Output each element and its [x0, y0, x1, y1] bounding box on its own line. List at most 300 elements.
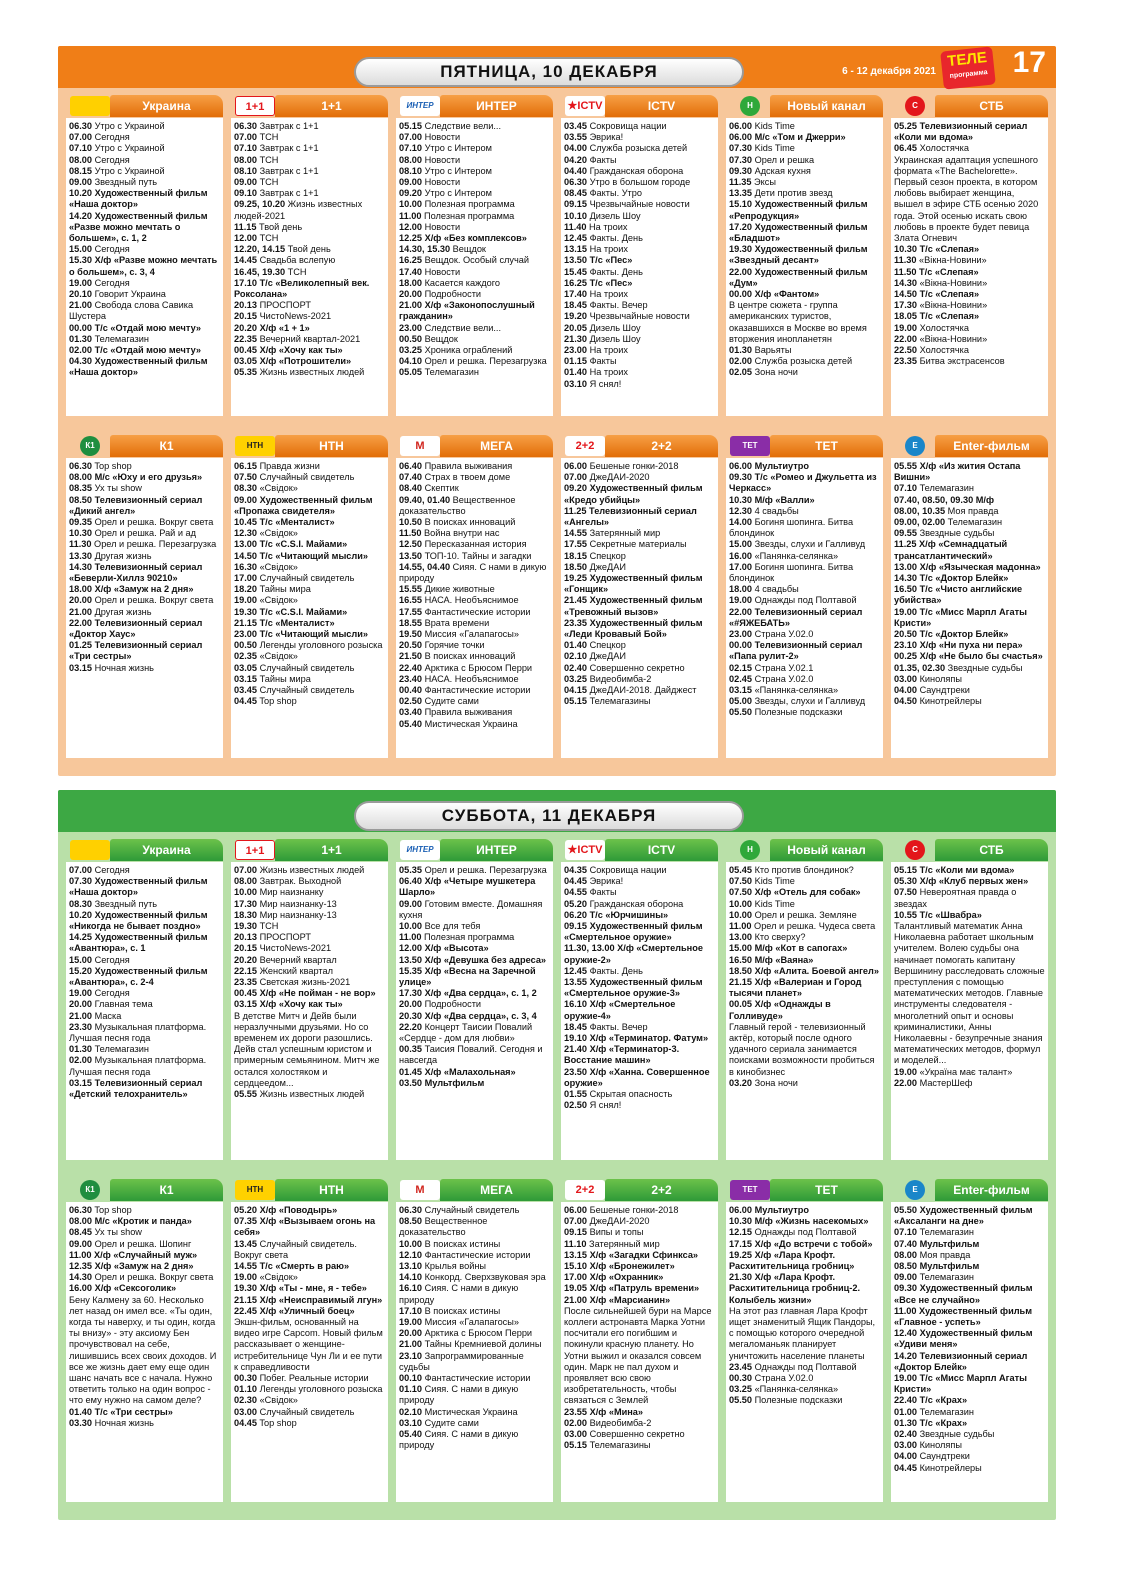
programme-item — [234, 977, 385, 988]
programme-title: Скрытая опасность — [589, 1089, 673, 1100]
programme-title: ТСН — [287, 266, 307, 277]
programme-item — [729, 1205, 880, 1216]
programme-title: Гражданская оборона — [589, 898, 684, 909]
programme-time: 16.10 — [399, 1283, 422, 1294]
programme-item — [234, 132, 385, 143]
channel-header — [891, 1178, 1048, 1204]
programme-title: Кинотрейлеры — [919, 696, 982, 707]
programme-title: Зона ночи — [754, 367, 798, 378]
programme-time: 11.30 — [894, 255, 917, 266]
programme-title: Х/ф «Хочу как ты» — [259, 345, 343, 356]
programme-time: 10.00 — [399, 199, 422, 210]
programme-time: 09.00 — [234, 494, 257, 505]
programme-title: ТСН — [259, 154, 279, 165]
programme-time: 17.10 — [234, 277, 257, 288]
programme-item — [894, 1451, 1045, 1462]
programme-title: ЧистоNews-2021 — [259, 943, 332, 954]
programme-title: Вещественное доказательство — [399, 1216, 488, 1238]
programme-item — [894, 539, 1045, 561]
programme-time: 07.40 — [894, 1238, 917, 1249]
programme-time: 09.15 — [564, 199, 587, 210]
programme-item — [399, 1351, 550, 1373]
programme-item — [399, 988, 550, 999]
programme-time: 05.15 — [564, 1440, 587, 1451]
programme-title: Телемагазин — [919, 1227, 974, 1238]
programme-time: 01.10 — [399, 1384, 422, 1395]
programme-time: 21.40 — [564, 1044, 587, 1055]
programme-title: Чрезвычайные новости — [589, 199, 690, 210]
programme-title: Сегодня — [94, 132, 130, 143]
programme-title: ПРОСПОРТ — [259, 932, 311, 943]
channel-card — [66, 838, 223, 1160]
programme-item — [399, 1429, 550, 1451]
programme-item — [564, 1067, 715, 1089]
channel-card — [231, 434, 388, 758]
programme-item — [234, 1216, 385, 1238]
programme-time: 01.35, 02.30 — [894, 662, 946, 673]
programme-title: М/ф — [975, 494, 994, 505]
programme-title: Страна У.02.1 — [754, 662, 814, 673]
programme-time: 14.20 — [69, 210, 92, 221]
programme-time: 05.20 — [234, 1205, 257, 1215]
enter-film-logo-icon: E — [905, 1180, 925, 1200]
programme-time: 22.15 — [234, 965, 257, 976]
programme-title: Затерянный мир — [589, 528, 661, 539]
programme-time: 04.50 — [894, 696, 917, 707]
programme-item — [399, 1373, 550, 1384]
programme-title: Светская жизнь-2021 — [259, 977, 351, 988]
programme-title: 4 свадьбы — [754, 505, 799, 516]
programme-title: ТСН — [259, 921, 279, 932]
programme-time: 00.50 — [234, 640, 257, 651]
programme-time: 15.35 — [399, 965, 422, 976]
programme-item — [234, 1384, 385, 1395]
programme-time: 14.25 — [69, 932, 92, 943]
programme-title: Факты — [589, 356, 617, 367]
programme-title: ТСН — [259, 233, 279, 244]
programme-item — [234, 966, 385, 977]
programme-item — [729, 155, 880, 166]
programme-title: Телемагазин — [919, 1406, 974, 1417]
programme-list — [891, 118, 1048, 416]
programme-title: Х/ф «Алита. Боевой ангел» — [754, 965, 879, 976]
programme-item — [564, 311, 715, 322]
programme-title: Телевизионный сериал «Доктор Хаус» — [69, 617, 203, 640]
programme-title: Свобода слова Савика Шустера — [69, 300, 194, 322]
programme-time: 06.40 — [399, 461, 422, 471]
programme-item — [399, 999, 550, 1010]
programme-item — [894, 584, 1045, 606]
programme-item — [894, 1239, 1045, 1250]
programme-time: 17.00 — [564, 1272, 587, 1283]
programme-item — [564, 177, 715, 188]
programme-item — [69, 1272, 220, 1283]
programme-item — [729, 910, 880, 921]
channel-card — [561, 1178, 718, 1502]
channel-card — [231, 838, 388, 1160]
programme-time: 13.00 — [234, 539, 257, 550]
programme-list — [726, 118, 883, 416]
programme-time: 01.10 — [234, 1384, 257, 1395]
programme-time: 20.15 — [234, 943, 257, 954]
programme-item — [729, 551, 880, 562]
programme-time: 23.30 — [69, 1021, 92, 1032]
programme-title: Телевизионный сериал «Доктор Блейк» — [894, 1350, 1028, 1372]
programme-time: 23.00 — [564, 345, 587, 356]
programme-time: 21.00 — [399, 1339, 422, 1350]
programme-title: Top shop — [259, 696, 297, 707]
programme-time: 00.05 — [729, 999, 752, 1010]
programme-time: 04.35 — [564, 865, 587, 875]
programme-item — [69, 211, 220, 245]
programme-item — [729, 899, 880, 910]
programme-title: Случайный свидетель — [259, 472, 355, 483]
programme-item — [729, 876, 880, 887]
programme-title: Орел и решка. Перезагрузка — [94, 539, 217, 550]
programme-time: 00.35 — [399, 1044, 422, 1055]
programme-item — [894, 1373, 1045, 1395]
channel-name: СТБ — [935, 95, 1048, 117]
programme-item — [564, 1205, 715, 1216]
programme-item — [69, 955, 220, 966]
programme-title: Однажды под Полтавой — [754, 1361, 857, 1372]
programme-item — [564, 921, 715, 943]
programme-title: Твой день — [287, 244, 331, 255]
programme-title: Х/ф «Из жития Остапа Вишни» — [894, 461, 1021, 483]
friday-header-bar — [58, 46, 1056, 88]
programme-item — [564, 573, 715, 595]
programme-item — [234, 1418, 385, 1429]
programme-time: 07.00 — [234, 865, 257, 875]
programme-title: Х/ф «Законопослушный гражданин» — [399, 300, 535, 322]
programme-time: 03.10 — [399, 1417, 422, 1428]
programme-item — [69, 289, 220, 300]
programme-time: 14.30 — [69, 1272, 92, 1283]
channel-row — [66, 838, 1048, 1160]
programme-title: Телевизионный сериал «#ЯЖЕБАТЬ» — [729, 606, 863, 628]
programme-time: 13.15 — [564, 1249, 587, 1260]
programme-time: 13.00 — [729, 932, 752, 943]
programme-time: 01.15 — [564, 356, 587, 367]
programme-time: 14.30 — [69, 561, 92, 572]
programme-time: 08.50 — [69, 494, 92, 505]
programme-title: Дикие животные — [424, 584, 495, 595]
programme-time: 02.00 — [69, 1055, 92, 1066]
programme-title: Т/с «Швабра» — [919, 909, 982, 920]
programme-item — [729, 584, 880, 595]
programme-title: Художественный фильм «Наша доктор» — [69, 876, 208, 898]
programme-title: Х/ф «Не пойман - не вор» — [259, 988, 376, 999]
programme-time: 20.00 — [399, 289, 422, 300]
programme-item — [564, 1033, 715, 1044]
programme-title: Гражданская оборона — [589, 165, 684, 176]
programme-time: 07.50 — [234, 472, 257, 483]
programme-time: 12.45 — [564, 965, 587, 976]
programme-time: 06.45 — [894, 143, 917, 154]
programme-time: 08.00 — [69, 154, 92, 165]
programme-title: Х/ф «Высота» — [424, 943, 489, 954]
programme-time: 05.00 — [729, 696, 752, 707]
programme-time: 09.30 — [729, 472, 752, 483]
programme-title: Телемагазин — [947, 517, 1003, 528]
programme-item — [399, 1283, 550, 1305]
programme-item — [69, 528, 220, 539]
programme-item — [894, 1407, 1045, 1418]
programme-time: 01.30 — [729, 345, 752, 356]
programme-time: 16.55 — [399, 595, 422, 606]
programme-time: 21.15 — [234, 1294, 257, 1305]
programme-time: 19.25 — [564, 573, 587, 584]
programme-time: 22.00 — [69, 617, 92, 628]
1plus1-logo-icon: 1+1 — [235, 840, 275, 860]
programme-time: 03.40 — [399, 707, 422, 718]
programme-title: Х/ф «Бронежилет» — [589, 1261, 675, 1272]
programme-item — [234, 311, 385, 322]
programme-time: 09.20 — [564, 483, 587, 494]
programme-item — [564, 651, 715, 662]
programme-item — [894, 345, 1045, 356]
programme-item — [729, 943, 880, 954]
programme-item — [234, 899, 385, 910]
programme-item — [729, 506, 880, 517]
programme-item — [399, 472, 550, 483]
programme-item — [894, 876, 1045, 887]
programme-title: Т/с «Отдай мою мечту» — [94, 322, 202, 333]
programme-title: Саундтреки — [919, 685, 970, 696]
programme-list — [396, 118, 553, 416]
programme-time: 08.00, 10.35 — [894, 505, 946, 516]
programme-title: Факты. Вечер — [589, 300, 648, 311]
programme-time: 03.00 — [234, 1406, 257, 1417]
programme-item — [69, 1022, 220, 1044]
programme-item — [69, 1216, 220, 1227]
programme-title: Т/с «Пес» — [589, 255, 633, 266]
programme-item — [564, 1100, 715, 1111]
programme-title: Утро в большом городе — [589, 177, 691, 188]
channel-card — [891, 1178, 1048, 1502]
channel-card — [231, 1178, 388, 1502]
programme-time: 16.45, 19.30 — [234, 266, 286, 277]
programme-item — [69, 607, 220, 618]
programme-title: Художественный фильм «Никогда не бывает поздно» — [69, 909, 208, 932]
channel-name: К1 — [110, 1179, 223, 1201]
programme-item — [729, 495, 880, 506]
programme-title: Мир наизнанку-13 — [259, 909, 337, 920]
programme-time: 02.30 — [234, 1395, 257, 1406]
programme-item — [234, 562, 385, 573]
programme-time: 23.45 — [729, 1361, 752, 1372]
programme-item — [234, 640, 385, 651]
programme-time: 05.25 — [894, 121, 917, 131]
programme-title: Затерянный мир — [589, 1238, 660, 1249]
programme-title: Дети против звезд — [754, 188, 833, 199]
programme-title: Новости — [424, 154, 461, 165]
programme-title: Т/с «Менталист» — [259, 517, 335, 528]
programme-time: 00.45 — [234, 988, 257, 999]
programme-time: 19.30 — [234, 606, 257, 617]
programme-item — [564, 977, 715, 999]
programme-title: Секретные материалы — [589, 539, 687, 550]
programme-title: Х/ф «Девушка без адреса» — [424, 954, 547, 965]
programme-item — [564, 640, 715, 651]
programme-item — [69, 584, 220, 595]
programme-item — [399, 1272, 550, 1283]
programme-title: Эврика! — [589, 876, 624, 887]
programme-item — [234, 177, 385, 188]
programme-item — [234, 1317, 385, 1373]
programme-item — [234, 244, 385, 255]
channel-card — [396, 838, 553, 1160]
1plus1-logo-icon: 1+1 — [235, 96, 275, 116]
programme-item — [894, 300, 1045, 311]
programme-item — [234, 267, 385, 278]
programme-item — [894, 640, 1045, 651]
programme-time: 05.45 — [729, 865, 752, 875]
programme-item — [234, 1407, 385, 1418]
programme-title: Мир наизнанку — [259, 887, 324, 898]
programme-time: 07.00 — [564, 1216, 587, 1227]
ukraina-logo-icon — [70, 96, 110, 116]
channel-name: Enter-фильм — [935, 435, 1048, 457]
programme-title: Т/с «Отдай мою мечту» — [94, 345, 202, 356]
programme-time: 15.10 — [729, 199, 752, 210]
programme-title: Випы и топы — [589, 1227, 644, 1238]
programme-item — [234, 300, 385, 311]
programme-time: 14.00 — [729, 517, 752, 528]
programme-item — [729, 1022, 880, 1078]
programme-time: 01.30 — [69, 1044, 92, 1055]
friday-panel — [58, 46, 1056, 776]
programme-item — [234, 921, 385, 932]
programme-time: 07.40 — [399, 472, 422, 483]
programme-time: 03.30 — [69, 1417, 92, 1428]
programme-time: 10.00 — [399, 1238, 422, 1249]
programme-title: Художественный фильм «Смертельное оружие» — [564, 921, 703, 943]
programme-item — [399, 629, 550, 640]
programme-title: Орел и решка. Чудеса света — [754, 921, 876, 932]
programme-time: 20.50 — [894, 629, 917, 640]
programme-item — [234, 1283, 385, 1294]
channel-name: ICTV — [605, 95, 718, 117]
channel-header — [726, 434, 883, 460]
programme-item — [234, 595, 385, 606]
programme-time: 09.00 — [69, 1238, 92, 1249]
programme-time: 02.40 — [894, 1429, 917, 1440]
programme-item — [564, 1250, 715, 1261]
programme-time: 18.15 — [564, 550, 587, 561]
programme-title: Х/ф «Семнадцатый трансатлантический» — [894, 539, 1008, 561]
programme-item — [69, 595, 220, 606]
programme-item — [564, 865, 715, 876]
programme-item — [399, 607, 550, 618]
programme-title: М/ф «Валли» — [754, 494, 815, 505]
programme-time: 15.00 — [69, 954, 92, 965]
programme-item — [399, 255, 550, 266]
programme-title: Х/ф «Валериан и Город тысячи планет» — [729, 977, 862, 999]
programme-item — [894, 674, 1045, 685]
programme-time: 03.20 — [729, 1077, 752, 1088]
programme-list — [231, 1202, 388, 1502]
programme-title: Я снял! — [589, 378, 622, 389]
programme-title: Художественный фильм «Авантюра», с. 1 — [69, 932, 208, 954]
programme-title: Вещдок — [452, 244, 486, 255]
programme-list — [66, 118, 223, 416]
programme-item — [894, 267, 1045, 278]
programme-title: Т/с «Читающий мысли» — [259, 629, 369, 640]
programme-title: Сияя. С нами в дикую природу — [399, 1283, 519, 1305]
programme-title: «Свідок» — [259, 561, 298, 572]
channel-header — [66, 94, 223, 120]
programme-time: 23.35 — [564, 617, 587, 628]
programme-time: 14.10 — [399, 1272, 422, 1283]
programme-title: М/с «Том и Джерри» — [754, 132, 846, 143]
programme-time: 00.30 — [729, 1373, 752, 1384]
programme-title: На троих — [589, 345, 629, 356]
programme-item — [69, 166, 220, 177]
channel-header — [396, 838, 553, 864]
programme-title: Тайны мира — [259, 584, 311, 595]
programme-time: 07.50 — [894, 887, 917, 898]
programme-time: 08.30 — [234, 483, 257, 494]
programme-title: На троих — [589, 244, 629, 255]
programme-item — [69, 334, 220, 345]
channel-card — [396, 434, 553, 758]
programme-time: 11.00 — [69, 1249, 92, 1260]
programme-time: 08.00 — [69, 1216, 92, 1227]
programme-title: Х/ф «Уличный боец» — [259, 1305, 355, 1316]
programme-time: 08.30 — [69, 898, 92, 909]
programme-time: 04.45 — [894, 1462, 917, 1473]
programme-item — [69, 1227, 220, 1238]
programme-title: В поисках истины — [424, 1305, 501, 1316]
programme-title: Т/с «Крах» — [919, 1395, 968, 1406]
programme-time: 12.00 — [399, 221, 422, 232]
programme-title: «Панянка-селянка» — [754, 685, 839, 696]
programme-item — [729, 685, 880, 696]
programme-time: 22.00 — [894, 1077, 917, 1088]
programme-item — [234, 607, 385, 618]
programme-time: 20.50 — [399, 640, 422, 651]
programme-title: Художественный фильм «Дум» — [729, 266, 868, 288]
programme-title: Сегодня — [94, 988, 130, 999]
programme-item — [69, 865, 220, 876]
programme-item — [399, 584, 550, 595]
programme-time: 10.00 — [729, 909, 752, 920]
programme-title: Художественный фильм «Аксаланги на дне» — [894, 1205, 1033, 1227]
programme-list — [561, 118, 718, 416]
channel-header — [396, 1178, 553, 1204]
programme-time: 00.25 — [894, 651, 917, 662]
programme-title: Х/ф «Фантом» — [754, 289, 820, 300]
programme-item — [69, 461, 220, 472]
programme-item — [69, 255, 220, 277]
programme-item — [894, 1418, 1045, 1429]
programme-title: Талантливый математик Анна Николаевна работает школьным учителем. Волею судьбы она начинает помогать капитану Вершинину расследовать сложные преступления с помощью математических методов. Главные инструменты следователя - многолетний опыт и основы криминалистики, Анны Николаевны - безупречные знания математических методов, формул и моделей... — [894, 921, 1045, 1066]
programme-title: Завтрак. Выходной — [259, 876, 342, 887]
programme-time: 07.50 — [729, 887, 752, 898]
programme-time: 15.30 — [69, 255, 92, 266]
programme-title: Орел и решка. Шопинг — [94, 1238, 192, 1249]
programme-item — [234, 663, 385, 674]
programme-item — [564, 539, 715, 550]
programme-title: Касается каждого — [424, 277, 500, 288]
programme-title: Факты. Вечер — [589, 1021, 648, 1032]
programme-item — [729, 1373, 880, 1384]
programme-time: 06.20 — [564, 909, 587, 920]
programme-list — [66, 862, 223, 1160]
programme-title: Художественный фильм «Наша доктор» — [69, 188, 208, 210]
programme-time: 21.45 — [564, 595, 587, 606]
